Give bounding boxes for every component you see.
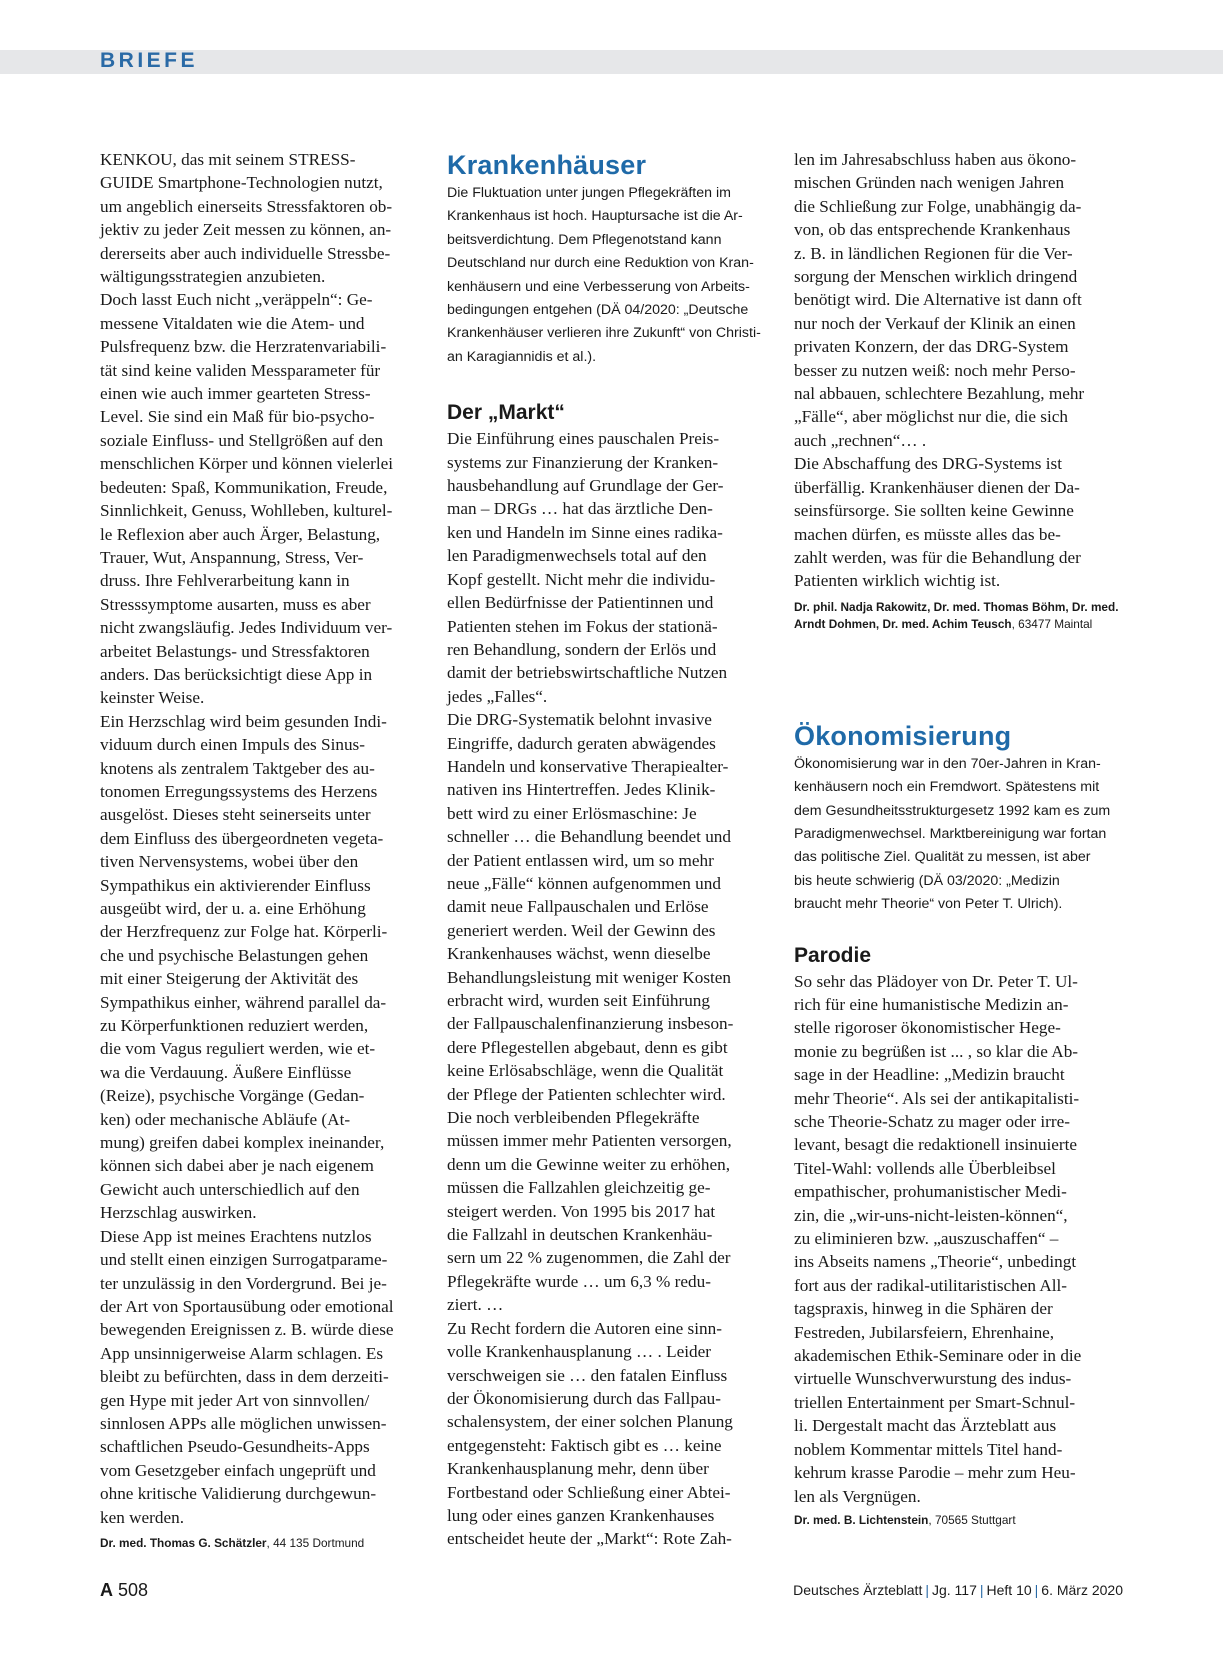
text-line: sern um 22 % zugenommen, die Zahl der <box>447 1248 731 1268</box>
text-line: bleibt zu befürchten, dass in dem derzeiti- <box>100 1367 389 1387</box>
text-line: überfällig. Krankenhäuser dienen der Da- <box>794 477 1080 497</box>
text-line: KENKOU, das mit seinem STRESS- <box>100 150 356 169</box>
text-line: monie zu begrüßen ist ... , so klar die Ab- <box>794 1041 1079 1061</box>
article-title: Ökonomisierung <box>794 720 1012 751</box>
text-line: kehrum krasse Parodie – mehr zum Heu- <box>794 1463 1076 1483</box>
text-line: z. B. in ländlichen Regionen für die Ver- <box>794 243 1073 263</box>
text-line: akademischen Ethik-Seminare oder in die <box>794 1346 1082 1366</box>
text-line: „Fälle“, aber möglichst nur die, die sich <box>794 407 1068 427</box>
text-line: tagspraxis, hinweg in die Sphären der <box>794 1299 1053 1319</box>
text-line: ken) oder mechanische Abläufe (At- <box>100 1109 351 1129</box>
text-line: dem Einfluss des übergeordneten vegeta- <box>100 828 384 848</box>
text-line: ohne kritische Validierung durchgewun- <box>100 1484 377 1504</box>
text-line: der Pflege der Patienten schlechter wird. <box>447 1084 726 1104</box>
section-label: BRIEFE <box>100 49 199 72</box>
text-line: um angeblich einerseits Stressfaktoren ob- <box>100 196 393 216</box>
text-line: auch „rechnen“… . <box>794 430 927 450</box>
text-line: ken werden. <box>100 1507 184 1527</box>
text-line: der Fallpauschalenfinanzierung insbeson- <box>447 1014 734 1034</box>
letter-body-continued <box>794 148 1124 593</box>
text-line: (Reize), psychische Vorgänge (Gedan- <box>100 1086 365 1106</box>
text-line: Sympathikus ein aktivierender Einfluss <box>100 875 371 895</box>
text-line: zin, die „wir-uns-nicht-leisten-können“, <box>794 1205 1068 1225</box>
text-line: GUIDE Smartphone-Technologien nutzt, <box>100 173 383 193</box>
text-line: von, ob das entsprechende Krankenhaus <box>794 220 1071 240</box>
text-line: jektiv zu jeder Zeit messen zu können, an- <box>100 220 392 240</box>
text-line: tät sind keine validen Messparameter für <box>100 360 381 380</box>
author-names-line2: Arndt Dohmen, Dr. med. Achim Teusch <box>794 616 1012 631</box>
text-line: dere Pflegestellen abgebaut, denn es gibt <box>447 1037 728 1057</box>
text-line: stelle rigoroser ökonomistischer Hege- <box>794 1018 1061 1038</box>
text-line: entscheidet heute der „Markt“: Rote Zah- <box>447 1529 732 1549</box>
text-line: Die DRG-Systematik belohnt invasive <box>447 710 712 730</box>
text-line: wältigungsstrategien anzubieten. <box>100 267 326 287</box>
text-line: hausbehandlung auf Grundlage der Ger- <box>447 476 724 496</box>
text-line: nicht zwangsläufig. Jedes Individuum ver- <box>100 618 393 638</box>
text-line: Paradigmenwechsel. Marktbereinigung war fortan <box>794 825 1107 842</box>
journal-issue: Heft 10 <box>986 1582 1032 1598</box>
text-line: Titel-Wahl: vollends alle Überbleibsel <box>794 1158 1056 1178</box>
text-line: Diese App ist meines Erachtens nutzlos <box>100 1226 372 1246</box>
text-line: Trauer, Wut, Anspannung, Stress, Ver- <box>100 547 364 567</box>
separator: | <box>925 1582 929 1598</box>
text-line: schalensystem, der einer solchen Planung <box>447 1412 733 1432</box>
text-line: dem Gesundheitsstrukturgesetz 1992 kam es zum <box>794 802 1111 819</box>
text-line: Stresssymptome ausarten, muss es aber <box>100 594 371 614</box>
journal-date: 6. März 2020 <box>1041 1582 1123 1598</box>
journal-volume: Jg. 117 <box>931 1582 977 1598</box>
text-line: tonomen Erregungssystems des Herzens <box>100 781 378 801</box>
text-line: Zu Recht fordern die Autoren eine sinn- <box>447 1318 722 1338</box>
text-line: verschweigen sie … den fatalen Einfluss <box>447 1365 728 1385</box>
text-line: die Schließung zur Folge, unabhängig da- <box>794 196 1082 216</box>
text-line: machen dürfen, es müsste alles das be- <box>794 524 1061 544</box>
page-number-value: 508 <box>118 1580 149 1600</box>
text-line: der Herzfrequenz zur Folge hat. Körperli- <box>100 922 388 942</box>
text-line: Patienten stehen im Fokus der stationä- <box>447 616 718 636</box>
text-line: ziert. … <box>447 1295 504 1315</box>
author-name: Dr. med. Thomas G. Schätzler <box>100 1535 267 1550</box>
text-line: ren Behandlung, sondern der Erlös und <box>447 639 717 659</box>
text-line: Eingriffe, dadurch geraten abwägendes <box>447 733 716 753</box>
text-line: Krankenhauses wächst, wenn dieselbe <box>447 944 711 964</box>
text-line: wa die Verdauung. Äußere Einflüsse <box>100 1062 352 1082</box>
text-line: bedeuten: Spaß, Kommunikation, Freude, <box>100 477 388 497</box>
text-line: sage in der Headline: „Medizin braucht <box>794 1065 1065 1085</box>
text-line: benötigt wird. Die Alternative ist dann oft <box>794 290 1082 310</box>
text-line: menschlichen Körper und können vielerlei <box>100 454 394 474</box>
text-line: müssen immer mehr Patienten versorgen, <box>447 1131 732 1151</box>
text-line: zahlt werden, was für die Behandlung der <box>794 547 1081 567</box>
text-line: levant, besagt die redaktionell insinuierte <box>794 1135 1078 1155</box>
page-prefix: A <box>100 1580 113 1600</box>
text-line: Kopf gestellt. Nicht mehr die individu- <box>447 569 716 589</box>
text-line: ins Abseits namens „Theorie“, unbedingt <box>794 1252 1077 1272</box>
column-left <box>100 148 430 1552</box>
text-line: len Paradigmenwechsels total auf den <box>447 546 707 566</box>
letter-heading: Der „Markt“ <box>447 401 565 425</box>
text-line: können sich dabei aber je nach eigenem <box>100 1156 374 1176</box>
text-line: keinster Weise. <box>100 688 205 708</box>
text-line: nur noch der Verkauf der Klinik an einen <box>794 313 1076 333</box>
author-place: , 44 135 Dortmund <box>266 1535 365 1550</box>
text-line: viduum durch einen Impuls des Sinus- <box>100 735 365 755</box>
text-line: Gewicht auch unterschiedlich auf den <box>100 1179 360 1199</box>
text-line: len als Vergnügen. <box>794 1486 921 1506</box>
text-line: damit der betriebswirtschaftliche Nutzen <box>447 663 728 683</box>
text-line: kenhäusern noch ein Fremdwort. Spätestens mit <box>794 779 1100 796</box>
text-line: schaftlichen Pseudo-Gesundheits-Apps <box>100 1437 370 1457</box>
text-line: soziale Einfluss- und Stellgrößen auf den <box>100 430 384 450</box>
text-line: Festreden, Jubilarsfeiern, Ehrenhaine, <box>794 1322 1055 1342</box>
text-line: Die noch verbleibenden Pflegekräfte <box>447 1108 700 1128</box>
text-line: der Ökonomisierung durch das Fallpau- <box>447 1388 721 1408</box>
separator: | <box>1034 1582 1039 1598</box>
text-line: das politische Ziel. Qualität zu messen, ist aber <box>794 849 1091 866</box>
journal-name: Deutsches Ärzteblatt <box>793 1582 923 1598</box>
text-line: ken und Handeln im Sinne eines radika- <box>447 522 723 542</box>
article-lead <box>794 753 1124 917</box>
text-line: der Patient entlassen wird, um so mehr <box>447 850 714 870</box>
text-line: volle Krankenhausplanung … . Leider <box>447 1342 711 1362</box>
text-line: tiven Nervensystems, wobei über den <box>100 852 359 872</box>
text-line: le Reflexion aber auch Ärger, Belastung, <box>100 524 381 544</box>
text-line: damit neue Fallpauschalen und Erlöse <box>447 897 709 917</box>
text-line: ter unzulässig in den Vordergrund. Bei je- <box>100 1273 387 1293</box>
separator: | <box>979 1582 984 1598</box>
text-line: Behandlungsleistung mit weniger Kosten <box>447 967 732 987</box>
author-name: Dr. med. B. Lichtenstein <box>794 1512 929 1527</box>
letter-body <box>794 970 1124 1508</box>
letter-body <box>100 148 430 1529</box>
letter-body <box>447 427 777 1551</box>
text-line: arbeitet Belastungs- und Stressfaktoren <box>100 641 370 661</box>
text-line: che und psychische Belastungen gehen <box>100 945 369 965</box>
text-line: seinsfürsorge. Sie sollten keine Gewinne <box>794 501 1074 521</box>
text-line: lung oder eines ganzen Krankenhauses <box>447 1505 715 1525</box>
text-line: fort aus der radikal-utilitaristischen All- <box>794 1275 1068 1295</box>
column-right <box>794 148 1124 1529</box>
text-line: jedes „Falles“. <box>447 686 548 706</box>
text-line: gen Hype mit jeder Art von sinnvollen/ <box>100 1390 370 1410</box>
text-line: man – DRGs … hat das ärztliche Den- <box>447 499 713 519</box>
text-line: sinnlosen APPs alle möglichen unwissen- <box>100 1413 387 1433</box>
author-signature <box>794 1512 1124 1529</box>
text-line: virtuelle Wunschverwurstung des indus- <box>794 1369 1072 1389</box>
text-line: privaten Konzern, der das DRG-System <box>794 337 1069 357</box>
author-signature <box>100 1535 430 1552</box>
text-line: druss. Ihre Fehlverarbeitung kann in <box>100 571 350 591</box>
text-line: vom Gesetzgeber einfach ungeprüft und <box>100 1460 376 1480</box>
text-line: mischen Gründen nach wenigen Jahren <box>794 173 1065 193</box>
text-line: Fortbestand oder Schließung einer Abtei- <box>447 1482 731 1502</box>
text-line: knotens als zentralem Taktgeber des au- <box>100 758 375 778</box>
text-line: neue „Fälle“ können aufgenommen und <box>447 873 721 893</box>
text-line: Patienten wirklich wichtig ist. <box>794 571 1001 591</box>
text-line: bedingungen entgehen (DÄ 04/2020: „Deutsche <box>447 302 749 319</box>
text-line: ellen Bedürfnisse der Patientinnen und <box>447 593 714 613</box>
text-line: der Art von Sportausübung oder emotional <box>100 1296 394 1316</box>
text-line: So sehr das Plädoyer von Dr. Peter T. Ul- <box>794 971 1078 991</box>
text-line: ausgeübt wird, der u. a. eine Erhöhung <box>100 899 366 918</box>
text-line: Die Abschaffung des DRG-Systems ist <box>794 454 1062 474</box>
text-line: die vom Vagus reguliert werden, wie et- <box>100 1039 376 1059</box>
text-line: li. Dergestalt macht das Ärzteblatt aus <box>794 1416 1057 1436</box>
text-line: steigert werden. Von 1995 bis 2017 hat <box>447 1201 716 1221</box>
text-line: triellen Entertainment per Smart-Schnul- <box>794 1392 1076 1412</box>
text-line: braucht mehr Theorie“ von Peter T. Ulrich). <box>794 896 1063 913</box>
text-line: ausgelöst. Dieses steht seinerseits unter <box>100 805 371 825</box>
text-line: messene Vitaldaten wie die Atem- und <box>100 313 365 333</box>
text-line: Pulsfrequenz bzw. die Herzratenvariabili- <box>100 337 387 357</box>
column-middle <box>447 148 777 1551</box>
text-line: Ein Herzschlag wird beim gesunden Indi- <box>100 711 387 731</box>
text-line: und stellt einen einzigen Surrogatparame- <box>100 1250 388 1270</box>
text-line: dererseits aber auch individuelle Stressbe- <box>100 243 391 263</box>
text-line: Handeln und konservative Therapiealter- <box>447 756 729 776</box>
text-line: Die Einführung eines pauschalen Preis- <box>447 429 720 449</box>
text-line: mehr Theorie“. Als sei der antikapitalisti- <box>794 1088 1080 1108</box>
article-title: Krankenhäuser <box>447 150 647 180</box>
text-line: erbracht wird, wurden seit Einführung <box>447 991 710 1010</box>
page-number <box>100 1580 148 1601</box>
text-line: Pflegekräfte wurde … um 6,3 % redu- <box>447 1271 711 1291</box>
text-line: nal abbauen, schlechtere Bezahlung, mehr <box>794 384 1085 404</box>
text-line: empathischer, prohumanistischer Medi- <box>794 1182 1067 1202</box>
text-line: einen wie auch immer gearteten Stress- <box>100 384 371 404</box>
text-line: mit einer Steigerung der Aktivität des <box>100 969 359 989</box>
text-line: besser zu nutzen weiß: noch mehr Perso- <box>794 360 1076 380</box>
text-line: rich für eine humanistische Medizin an- <box>794 994 1069 1014</box>
author-place: , 70565 Stuttgart <box>928 1512 1016 1527</box>
text-line: Die Fluktuation unter jungen Pflegekräften im <box>447 185 731 201</box>
text-line: systems zur Finanzierung der Kranken- <box>447 452 719 472</box>
text-line: zu Körperfunktionen reduziert werden, <box>100 1016 369 1036</box>
author-names-line1: Dr. phil. Nadja Rakowitz, Dr. med. Thomas Böhm, Dr. med. <box>794 599 1119 614</box>
article-lead <box>447 182 777 369</box>
text-line: Krankenhausplanung mehr, denn über <box>447 1459 709 1479</box>
text-line: bis heute schwierig (DÄ 03/2020: „Medizin <box>794 872 1060 889</box>
author-signature <box>794 599 1124 633</box>
journal-reference <box>793 1582 1123 1598</box>
text-line: müssen die Fallzahlen gleichzeitig ge- <box>447 1178 711 1198</box>
text-line: Krankenhäuser verlieren ihre Zukunft“ von Christi- <box>447 325 761 342</box>
text-line: an Karagiannidis et al.). <box>447 348 597 365</box>
text-line: Deutschland nur durch eine Reduktion von Kran- <box>447 255 754 272</box>
text-line: mung) greifen dabei komplex ineinander, <box>100 1133 385 1153</box>
text-line: sorgung der Menschen wirklich dringend <box>794 267 1078 287</box>
text-line: die Fallzahl in deutschen Krankenhäu- <box>447 1225 713 1245</box>
letter-heading: Parodie <box>794 943 872 967</box>
text-line: denn um die Gewinne weiter zu erhöhen, <box>447 1154 731 1174</box>
text-line: sche Theorie-Schatz zu mager oder irre- <box>794 1112 1070 1131</box>
text-line: Sympathikus einher, während parallel da- <box>100 992 387 1012</box>
text-line: anders. Das berücksichtigt diese App in <box>100 664 373 684</box>
text-line: kenhäusern und eine Verbesserung von Arbeits- <box>447 278 750 295</box>
text-line: beitsverdichtung. Dem Pflegenotstand kann <box>447 231 722 248</box>
text-line: Krankenhaus ist hoch. Hauptursache ist die Ar- <box>447 208 743 225</box>
text-line: entgegensteht: Faktisch gibt es … keine <box>447 1435 722 1455</box>
text-line: Ökonomisierung war in den 70er-Jahren in Kran- <box>794 755 1101 772</box>
text-line: len im Jahresabschluss haben aus ökono- <box>794 150 1077 169</box>
text-line: Sinnlichkeit, Genuss, Wohlleben, kulturel- <box>100 501 393 521</box>
text-line: noblem Kommentar mittels Titel hand- <box>794 1439 1063 1459</box>
text-line: Herzschlag auswirken. <box>100 1203 257 1223</box>
text-line: keine Erlösabschläge, wenn die Qualität <box>447 1061 724 1081</box>
text-line: bett wird zu einer Erlösmaschine: Je <box>447 803 697 823</box>
text-line: Doch lasst Euch nicht „veräppeln“: Ge- <box>100 290 373 310</box>
text-line: App unsinnigerweise Alarm schlagen. Es <box>100 1343 384 1363</box>
text-line: bewegenden Ereignissen z. B. würde diese <box>100 1320 394 1340</box>
author-place: , 63477 Maintal <box>1011 616 1093 631</box>
text-line: schneller … die Behandlung beendet und <box>447 827 731 847</box>
text-line: nativen ins Hintertreffen. Jedes Klinik- <box>447 780 716 800</box>
text-line: Level. Sie sind ein Maß für bio-psycho- <box>100 407 375 427</box>
text-line: generiert werden. Weil der Gewinn des <box>447 920 716 940</box>
text-line: zu eliminieren bzw. „auszuschaffen“ – <box>794 1229 1059 1249</box>
